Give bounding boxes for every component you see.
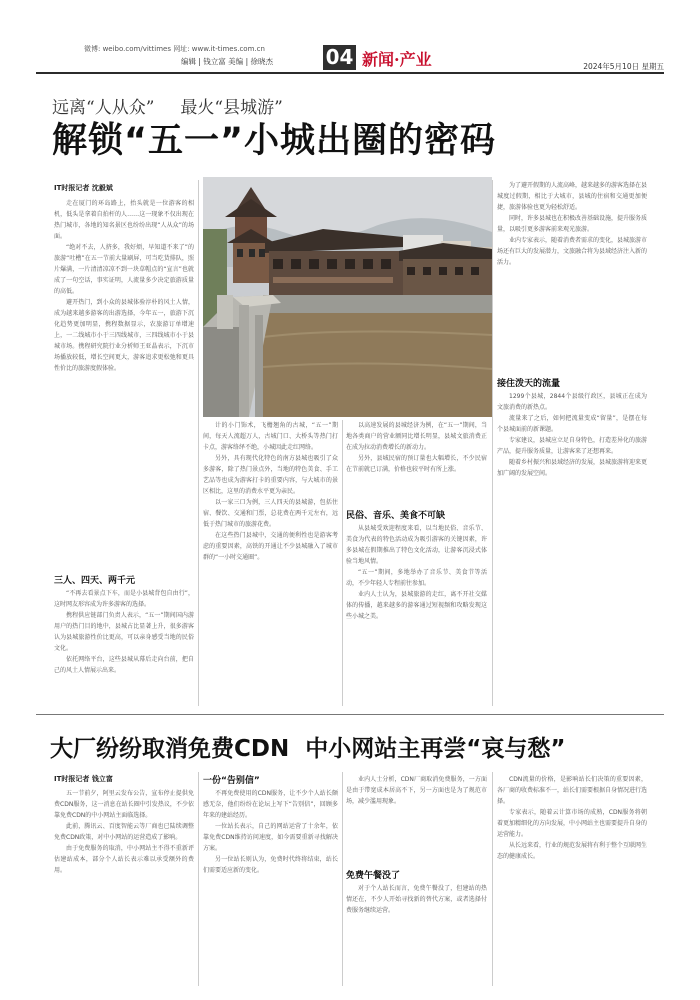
article1-col2 bbox=[203, 420, 338, 704]
paragraph: “不再去看景点下车，而是小县城背包自由行”，这时网友形容成为许多游客的选择。 bbox=[54, 590, 194, 608]
article2-col2 bbox=[203, 788, 338, 984]
paragraph: 走在厦门的环岛路上，抬头就是一位游客的相机，低头是拿着自拍杆的人……这一现象不仅出现在热门城市，各地的知名景区也纷纷出现“人从众”的场面。 bbox=[54, 200, 194, 240]
article2-subhead-2: 免费午餐没了 bbox=[346, 871, 401, 881]
paragraph: 业内人士分析，CDN厂商取消免费服务，一方面是由于带宽成本居高不下，另一方面也是为了规范市场，减少滥用现象。 bbox=[346, 776, 487, 805]
article2-col4 bbox=[497, 774, 647, 984]
paragraph: 此前，腾讯云、百度智能云等厂商也已陆续调整免费CDN政策，对中小网站的运营造成了影响。 bbox=[54, 823, 194, 841]
paragraph: 携程供应链部门负责人表示，“五一”期间国内游用户的热门目的地中，县城占比显著上升，很多游客认为县城旅游性价比更高，可以亲身感受当地的民俗文化。 bbox=[54, 612, 194, 652]
paragraph: 专家建议，县城应立足自身特色，打造差异化的旅游产品，提升服务质量，让游客来了还想再来。 bbox=[497, 437, 647, 455]
paragraph: 以一家三口为例，三人四天的县城游，包括住宿、餐饮、交通和门票，总花费在两千元左右，远低于热门城市的旅游花费。 bbox=[203, 499, 338, 528]
kicker-right: 最火“县城游” bbox=[180, 98, 283, 118]
article1-headline: 解锁“五一”小城出圈的密码 bbox=[52, 121, 497, 161]
article1-col4b bbox=[497, 391, 647, 705]
paragraph: 流量来了之后，如何把流量变成“留量”，是摆在每个县城面前的新课题。 bbox=[497, 415, 647, 433]
paragraph: 计的小门饰术，飞檐翘角的古城，“五一”期间，每天人流超万人，古城门口、大桥头等热门打卡点，游客络绎不绝，小城因此走红网络。 bbox=[203, 422, 338, 451]
paragraph: 从县城受欢迎程度来看，以当地民俗、音乐节、美食为代表的特色活动成为吸引游客的关键因素，许多县城在假期推出了特色文化活动，让游客沉浸式体验当地风情。 bbox=[346, 525, 487, 565]
article1-byline: IT时报记者 沈毅斌 bbox=[54, 184, 113, 192]
paragraph: “绝对不去，人挤多，我好烦，早知道不来了”的旅游“吐槽”在五一节前大量刷屏，可当吃货排队，照片爆满，一片清清凉凉不到一块草帽点的“宣言”也就成了一句空话，事实证明，人流量多少决定旅游质量的高低。 bbox=[54, 244, 194, 295]
article1-col1 bbox=[54, 198, 194, 580]
article1-col4 bbox=[497, 180, 647, 370]
paragraph: 业内专家表示，随着消费者需求的变化，县城旅游市场还有巨大的发展潜力，文旅融合将为县域经济注入新的活力。 bbox=[497, 237, 647, 266]
article1-subhead-1: 三人、四天、两千元 bbox=[54, 576, 136, 586]
article2-col3 bbox=[346, 774, 487, 864]
paragraph: CDN流量的价格，是影响站长们决策的重要因素，各厂商的收费标准不一，站长们需要根据自身情况进行选择。 bbox=[497, 776, 647, 805]
paragraph: 另外，具有现代化特色的南方县城也吸引了众多游客，除了热门景点外，当地的特色美食、手工艺品等也成为游客打卡的重要内容，与大城市的景区相比，这里的消费水平更为亲民。 bbox=[203, 455, 338, 495]
masthead-rule bbox=[36, 72, 664, 74]
headline2-right: 中小网站主再尝“哀与愁” bbox=[305, 736, 566, 762]
article-divider bbox=[36, 714, 664, 715]
article1-col3 bbox=[346, 420, 487, 504]
paragraph: 避开热门，到小众的县城体验淳朴的风土人情，成为越来越多游客的出游选择，今年五一，旅游下沉化趋势更加明显，携程数据显示，农旅游订单增速上，一二线城市小于三四线城市，三四线城市小于县城市场。携程研究院行业分析师王亚晶表示，下沉市场播放较低，增长空间更大，游客追求更松弛和更具性价比的旅游度假体验。 bbox=[54, 299, 194, 372]
paragraph: 五一节前夕，阿里云发布公告，宣布停止提供免费CDN服务，这一消息在站长圈中引发热议，不少依靠免费CDN的中小网站主面临选择。 bbox=[54, 790, 194, 819]
article2-byline: IT时报记者 钱立富 bbox=[54, 775, 113, 783]
column-divider bbox=[198, 180, 199, 706]
paragraph: 另外，县城民宿的预订量也大幅增长，不少民宿在节前就已订满，价格也较平时有所上涨。 bbox=[346, 455, 487, 473]
headline2-left: 大厂纷纷取消免费CDN bbox=[50, 736, 290, 762]
paragraph: 专家表示，随着云计算市场的成熟，CDN服务将朝着更加精细化的方向发展，中小网站主也需要提升自身的运营能力。 bbox=[497, 809, 647, 838]
paragraph: 同时，许多县城也在积极改善基础设施，提升服务质量，以吸引更多游客前来观光旅游。 bbox=[497, 215, 647, 233]
column-divider bbox=[342, 772, 343, 986]
article2-col1 bbox=[54, 788, 194, 984]
column-divider bbox=[198, 772, 199, 986]
paragraph: 依托网络平台，这些县城从幕后走向台前，把自己的风土人情展示出来。 bbox=[54, 656, 194, 674]
article1-subhead-2: 民俗、音乐、美食不可缺 bbox=[346, 511, 446, 521]
ancient-town-photo bbox=[203, 177, 492, 417]
article1-subhead-3: 接住泼天的流量 bbox=[497, 379, 561, 389]
article2-headline bbox=[50, 730, 565, 763]
column-divider bbox=[492, 772, 493, 986]
column-divider bbox=[342, 420, 343, 706]
paragraph: 以高速发展的县城经济为例，在“五一”期间，当地各类商户的营业额同比增长明显，县城文旅消费正在成为拉动消费增长的新动力。 bbox=[346, 422, 487, 451]
article2-subhead-1: 一份“告别信” bbox=[203, 776, 260, 786]
page-number: 04 bbox=[323, 45, 356, 70]
column-divider bbox=[492, 180, 493, 706]
kicker-left: 远离“人从众” bbox=[52, 98, 155, 118]
article2-col3b bbox=[346, 883, 487, 984]
paragraph: 另一位站长则认为，免费时代终将结束，站长们需要适应新的变化。 bbox=[203, 856, 338, 874]
paragraph: “五一”期间，多地举办了音乐节、美食节等活动，不少年轻人专程前往参加。 bbox=[346, 569, 487, 587]
paragraph: 业内人士认为，县城旅游的走红，离不开社交媒体的传播，越来越多的游客通过短视频和攻略发现这些小城之美。 bbox=[346, 591, 487, 620]
paragraph: 从长远来看，行业的规范发展将有利于整个互联网生态的健康成长。 bbox=[497, 842, 647, 860]
paragraph: 随着乡村振兴和县域经济的发展，县城旅游将迎来更加广阔的发展空间。 bbox=[497, 459, 647, 477]
paragraph: 1299个县城，2844个县级行政区，县城正在成为文旅消费的新热点。 bbox=[497, 393, 647, 411]
paragraph: 由于免费服务的取消，中小网站主不得不重新评估建站成本，部分个人站长表示难以承受额外的费用。 bbox=[54, 845, 194, 874]
editors-line: 编辑 | 钱立富 美编 | 徐晓杰 bbox=[181, 57, 273, 66]
paragraph: 一位站长表示，自己的网站运营了十余年，依靠免费CDN维持访问速度，如今需要重新寻找解决方案。 bbox=[203, 823, 338, 852]
photo-illustration bbox=[203, 177, 492, 417]
article1-col3b bbox=[346, 523, 487, 705]
section-title: 新闻·产业 bbox=[362, 50, 432, 69]
masthead bbox=[36, 44, 664, 74]
paragraph: 不再免费使用的CDN服务，让不少个人站长颇感无奈，他们纷纷在论坛上写下“告别信”，回顾多年来的建站经历。 bbox=[203, 790, 338, 819]
issue-date: 2024年5月10日 星期五 bbox=[583, 62, 664, 71]
contact-line: 微博: weibo.com/vittimes 网址: www.it-times.com.cn bbox=[84, 45, 265, 53]
paragraph: 对于个人站长而言，免费午餐没了，但建站的热情还在，不少人开始寻找新的替代方案，或者选择付费服务继续运营。 bbox=[346, 885, 487, 914]
paragraph: 在这些热门县城中，交通的便利性也是游客考虑的重要因素，高铁的开通让不少县城融入了城市群的“一小时交通圈”。 bbox=[203, 532, 338, 561]
article1-col1b bbox=[54, 588, 194, 704]
paragraph: 为了避开假期的人流高峰，越来越多的游客选择在县城度过假期，相比于大城市，县城的住宿和交通更加便捷，旅游体验也更为轻松舒适。 bbox=[497, 182, 647, 211]
